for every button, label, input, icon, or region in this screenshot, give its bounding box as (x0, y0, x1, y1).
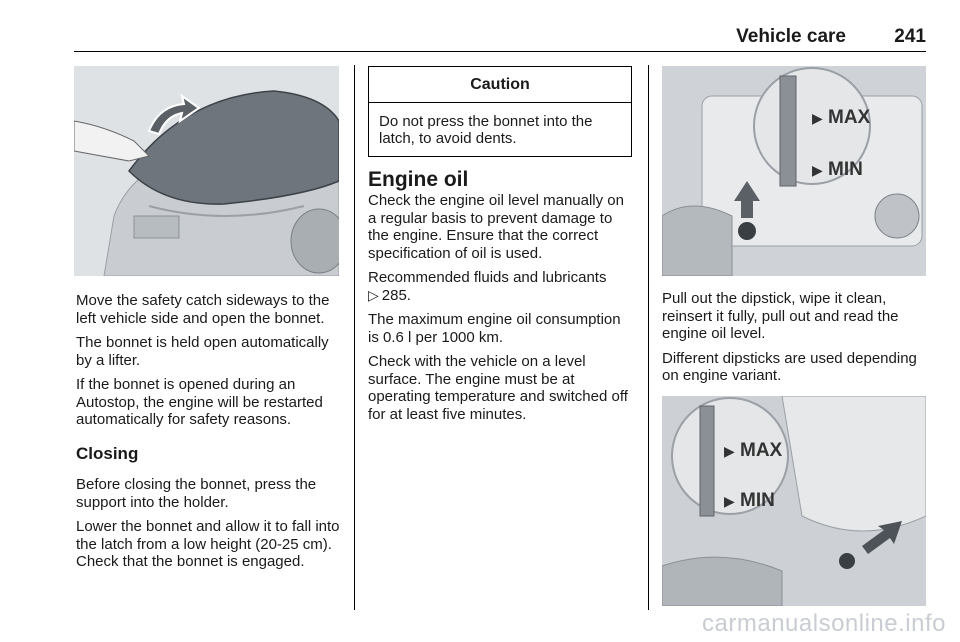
min-marker-icon: ▶ (812, 162, 823, 178)
min-label: MIN (740, 490, 775, 511)
max-marker-icon: ▶ (724, 443, 735, 459)
paragraph-text: Recommended fluids and lubricants (368, 269, 607, 286)
column-2 (368, 66, 632, 430)
bonnet-opening-figure (74, 66, 339, 276)
paragraph: Check with the vehicle on a level surface. The engine must be at operating temperature and switched off for at least five minutes. (368, 353, 628, 423)
paragraph (368, 269, 632, 304)
page-reference-icon: ▷ (368, 286, 379, 303)
closing-heading: Closing (76, 443, 139, 463)
section-title: Vehicle care (736, 26, 846, 47)
paragraph: Check the engine oil level manually on a regular basis to prevent damage to the engine. Ensure that the correct specification of oil is used. (368, 192, 624, 262)
max-label: MAX (740, 440, 783, 461)
paragraph: Lower the bonnet and allow it to fall into the latch from a low height (20-25 cm). Check that the bonnet is engaged. (76, 518, 340, 570)
paragraph: If the bonnet is opened during an Autostop, the engine will be restarted automatically for safety reasons. (76, 376, 323, 428)
max-label: MAX (828, 107, 871, 128)
dipstick-figure-1 (662, 66, 926, 276)
caution-box (368, 66, 632, 157)
column-1 (76, 292, 346, 578)
page-number: 241 (894, 26, 926, 47)
page-header (74, 0, 926, 52)
min-label: MIN (828, 159, 863, 180)
column-3 (662, 290, 926, 392)
header-rule (74, 51, 926, 52)
paragraph: Different dipsticks are used depending on engine variant. (662, 349, 917, 384)
caution-title: Caution (369, 67, 631, 103)
paragraph: Pull out the dipstick, wipe it clean, reinsert it fully, pull out and read the engine oil level. (662, 290, 899, 342)
bonnet-illustration (74, 66, 339, 276)
watermark: carmanualsonline.info (702, 610, 946, 637)
engine-oil-heading: Engine oil (368, 167, 469, 191)
page-reference[interactable]: 285. (381, 286, 411, 304)
paragraph: Before closing the bonnet, press the support into the holder. (76, 476, 317, 511)
column-divider-1 (354, 65, 355, 610)
paragraph: Move the safety catch sideways to the left vehicle side and open the bonnet. (76, 292, 330, 327)
column-divider-2 (648, 65, 649, 610)
caution-body: Do not press the bonnet into the latch, to avoid dents. (379, 112, 593, 147)
engine-bay-illustration (662, 66, 926, 276)
dipstick-figure-2 (662, 396, 926, 606)
min-marker-icon: ▶ (724, 493, 735, 509)
paragraph: The bonnet is held open automatically by a lifter. (76, 334, 329, 369)
max-marker-icon: ▶ (812, 110, 823, 126)
paragraph: The maximum engine oil consumption is 0.6 l per 1000 km. (368, 311, 621, 346)
engine-bay-illustration-2 (662, 396, 926, 606)
